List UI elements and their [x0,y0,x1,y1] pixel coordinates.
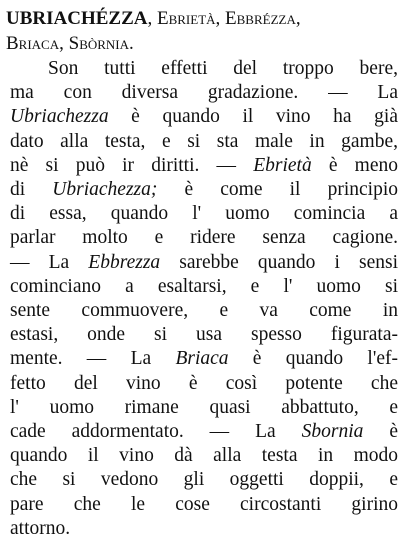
text-run: è come il principio [157,179,398,201]
text-line [10,517,398,541]
italic-term: Briaca [175,348,229,370]
headword-ebrieta: Ebrietà [156,8,216,29]
text-line [10,226,398,250]
text-run: è quando l'ef- [228,348,398,370]
italic-term: Ubriachezza [10,106,109,128]
text-run: di [10,179,53,201]
italic-term: Sbornia [301,421,364,443]
text-run: parlar molto e ridere senza cagione. [10,227,398,249]
entry-heading [6,6,398,56]
text-run: sente commuovere, e va come in [10,300,398,322]
text-run: di essa, quando l' uomo comincia a [10,203,398,225]
text-run: attorno. [10,517,71,539]
italic-term: Ubriachezza; [52,179,158,201]
text-line [10,105,398,129]
text-run: cade addormentato. — La [10,421,302,443]
text-line [10,202,398,226]
text-run: — La [10,251,89,273]
text-run: quando il vino dà alla testa in modo [10,445,398,467]
text-line [10,493,398,517]
headword-briaca: Briaca [6,33,60,54]
headword-ebbrezza: Ebbrézza [225,8,296,29]
heading-separator: , [147,8,157,29]
text-run: che si vedono gli oggetti doppii, e [10,469,398,491]
text-line [10,396,398,420]
text-line [10,468,398,492]
text-line [10,323,398,347]
headword-sbornia: Sbòrnia [68,33,130,54]
entry-definition [10,57,398,541]
heading-separator: . [129,33,134,54]
text-run: ma con diversa gradazione. — La [10,82,398,104]
text-run: è meno [311,154,399,176]
text-run: sarebbe quando i sensi [160,251,398,273]
text-line [10,81,398,105]
text-run: cominciano a esaltarsi, e l' uomo si [10,275,398,297]
text-line [10,130,398,154]
text-run: nè si può ir diritti. — [10,154,254,176]
heading-separator: , [295,8,301,29]
text-line [10,372,398,396]
text-run: dato alla testa, e si sta male in gambe, [10,130,398,152]
text-run: è quando il vino ha già [108,106,398,128]
text-run: mente. — La [10,348,176,370]
text-line [10,444,398,468]
heading-separator: , [215,8,226,29]
text-line [10,57,398,81]
text-line [10,347,398,371]
text-line [10,251,398,275]
text-line [10,275,398,299]
text-run: è [363,421,399,443]
heading-separator: , [59,33,69,54]
italic-term: Ebrietà [253,154,312,176]
italic-term: Ebbrezza [88,251,161,273]
text-line [10,154,398,178]
text-line [10,178,398,202]
text-run: fetto del vino è così potente che [10,372,398,394]
text-line [10,299,398,323]
text-run: pare che le cose circostanti girino [10,493,398,515]
text-run: l' uomo rimane quasi abbattuto, e [10,396,398,418]
text-run: estasi, onde si usa spesso figurata- [10,324,398,346]
headword-ubriachezza: UBRIACHÉZZA [6,8,148,29]
text-line [10,420,398,444]
text-run: Son tutti effetti del troppo bere, [48,58,398,79]
